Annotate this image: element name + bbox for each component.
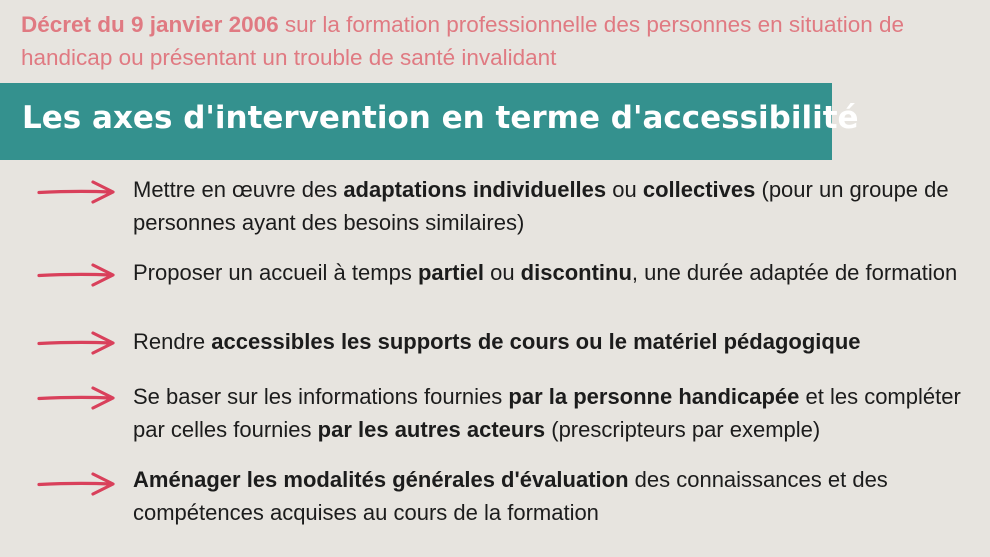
section-banner [0, 83, 859, 160]
item-text: Proposer un accueil à temps partiel ou discontinu, une durée adaptée de formation [133, 260, 958, 285]
item-text: Rendre accessibles les supports de cours ou le matériel pédagogique [133, 329, 861, 354]
decree-description: sur la formation professionnelle des personnes en situation de handicap ou présentant un trouble de santé invalidant [21, 12, 905, 70]
section-title: Les axes d'intervention en terme d'accessibilité [22, 100, 859, 136]
right-arrow-icon [37, 260, 117, 290]
decree-reference [21, 8, 981, 74]
item-text: Se baser sur les informations fournies par la personne handicapée et les compléter par celles fournies par les autres acteurs (prescripteurs par exemple) [133, 384, 961, 442]
decree-title: Décret du 9 janvier 2006 [21, 12, 279, 37]
right-arrow-icon [37, 177, 117, 207]
right-arrow-icon [37, 383, 117, 413]
right-arrow-icon [37, 469, 117, 499]
item-text: Mettre en œuvre des adaptations individuelles ou collectives (pour un groupe de personnes ayant des besoins similaires) [133, 177, 949, 235]
right-arrow-icon [37, 328, 117, 358]
item-text: Aménager les modalités générales d'évaluation des connaissances et des compétences acquises au cours de la formation [133, 467, 888, 525]
